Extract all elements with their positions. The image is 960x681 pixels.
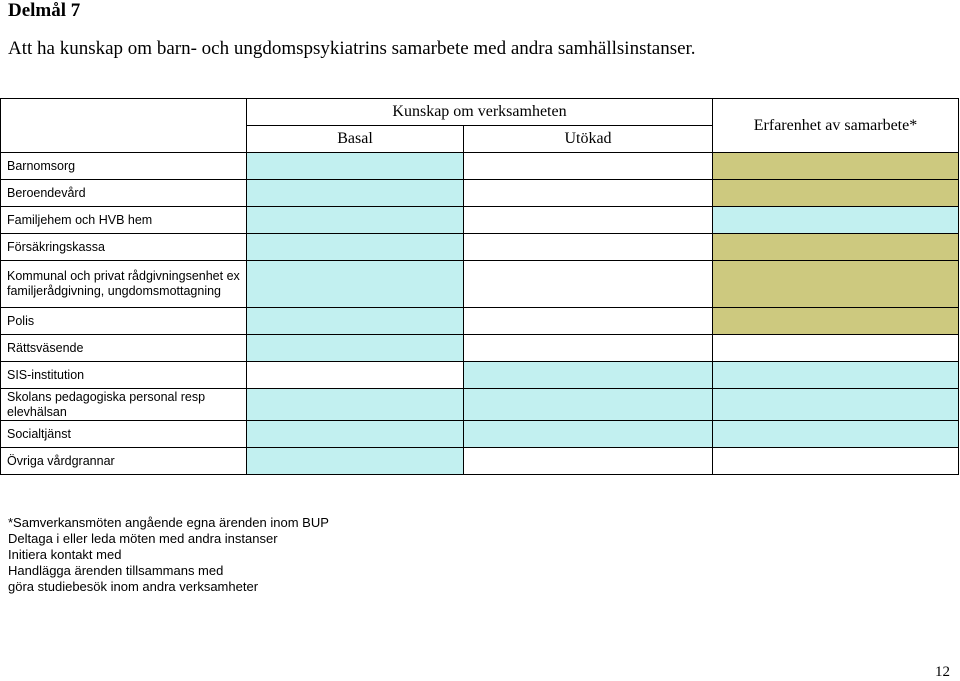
- cell-utokad: [464, 207, 713, 234]
- row-label: Försäkringskassa: [1, 234, 247, 261]
- cell-basal: [247, 389, 464, 421]
- row-label: Polis: [1, 308, 247, 335]
- table-row: [1, 389, 959, 421]
- table-row: [1, 234, 959, 261]
- cell-basal: [247, 308, 464, 335]
- row-label: Rättsväsende: [1, 335, 247, 362]
- cell-basal: [247, 448, 464, 475]
- cell-erfarenhet: [713, 261, 959, 308]
- cell-erfarenhet: [713, 448, 959, 475]
- cell-utokad: [464, 308, 713, 335]
- cell-basal: [247, 421, 464, 448]
- footnote-line: Initiera kontakt med: [8, 547, 122, 562]
- row-label: Socialtjänst: [1, 421, 247, 448]
- cell-utokad: [464, 335, 713, 362]
- page-number: 12: [935, 664, 950, 680]
- footnote: [8, 515, 329, 595]
- cell-erfarenhet: [713, 421, 959, 448]
- cell-erfarenhet: [713, 180, 959, 207]
- col-header-utokad: Utökad: [464, 126, 713, 153]
- goal-description: Att ha kunskap om barn- och ungdomspsykiatrins samarbete med andra samhällsinstanser.: [8, 38, 696, 59]
- footnote-line: Deltaga i eller leda möten med andra instanser: [8, 531, 278, 546]
- cell-erfarenhet: [713, 362, 959, 389]
- cell-erfarenhet: [713, 308, 959, 335]
- footnote-line: göra studiebesök inom andra verksamheter: [8, 579, 259, 594]
- cell-basal: [247, 362, 464, 389]
- cell-utokad: [464, 389, 713, 421]
- row-label: Övriga vårdgrannar: [1, 448, 247, 475]
- row-label: SIS-institution: [1, 362, 247, 389]
- cell-erfarenhet: [713, 234, 959, 261]
- cell-utokad: [464, 261, 713, 308]
- cell-basal: [247, 261, 464, 308]
- empty-header-cell: [1, 99, 247, 153]
- row-label: Skolans pedagogiska personal resp elevhälsan: [1, 389, 247, 421]
- footnote-line: *Samverkansmöten angående egna ärenden inom BUP: [8, 515, 329, 530]
- cell-basal: [247, 335, 464, 362]
- col-header-basal: Basal: [247, 126, 464, 153]
- cell-utokad: [464, 180, 713, 207]
- table-body: [1, 153, 959, 475]
- row-label: Familjehem och HVB hem: [1, 207, 247, 234]
- table-row: [1, 153, 959, 180]
- table-row: [1, 308, 959, 335]
- group-header-kunskap: Kunskap om verksamheten: [247, 99, 713, 126]
- table-row: [1, 421, 959, 448]
- cell-utokad: [464, 362, 713, 389]
- table-row: [1, 207, 959, 234]
- goal-title: Delmål 7: [8, 0, 81, 21]
- table-row: [1, 180, 959, 207]
- cell-utokad: [464, 421, 713, 448]
- competence-table: [0, 98, 959, 475]
- table-row: [1, 335, 959, 362]
- col-header-erfarenhet: Erfarenhet av samarbete*: [713, 99, 959, 153]
- cell-basal: [247, 180, 464, 207]
- cell-erfarenhet: [713, 153, 959, 180]
- row-label: Barnomsorg: [1, 153, 247, 180]
- cell-utokad: [464, 448, 713, 475]
- row-label: Kommunal och privat rådgivningsenhet ex familjerådgivning, ungdomsmottagning: [1, 261, 247, 308]
- cell-erfarenhet: [713, 335, 959, 362]
- footnote-line: Handlägga ärenden tillsammans med: [8, 563, 224, 578]
- cell-erfarenhet: [713, 207, 959, 234]
- table-row: [1, 261, 959, 308]
- cell-basal: [247, 153, 464, 180]
- cell-utokad: [464, 234, 713, 261]
- row-label: Beroendevård: [1, 180, 247, 207]
- cell-utokad: [464, 153, 713, 180]
- cell-basal: [247, 207, 464, 234]
- cell-basal: [247, 234, 464, 261]
- cell-erfarenhet: [713, 389, 959, 421]
- table-row: [1, 362, 959, 389]
- table-row: [1, 448, 959, 475]
